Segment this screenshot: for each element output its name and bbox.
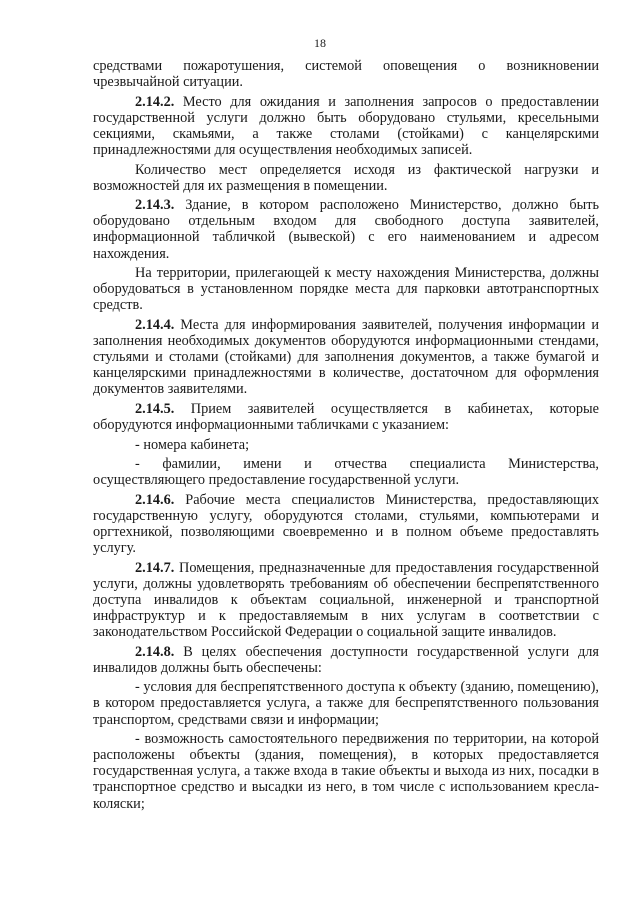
clause-number: 2.14.4. — [135, 316, 175, 333]
clause-number: 2.14.7. — [135, 559, 175, 576]
paragraph-parking — [93, 265, 599, 313]
list-item-specialist-name — [93, 456, 599, 488]
clause-number: 2.14.8. — [135, 643, 175, 660]
paragraph-2-14-6 — [93, 492, 599, 556]
clause-number: 2.14.3. — [135, 197, 175, 214]
paragraph-text: - условия для беспрепятственного доступа к объекту (зданию, помещению), в котором предоставляется услуга, а также для беспрепятственного пользования транспортом, средствами связи и информации; — [93, 679, 599, 728]
list-item-cabinet-number — [93, 437, 599, 453]
paragraph-text: Помещения, предназначенные для предоставления государственной услуги, должны удовлетворять требованиям об обеспечении беспрепятственного доступа инвалидов к объектам социальной, инженерной и транспортной инфраструктур и к предоставляемым в них услугам в соответствии с законодательством Российской Федерации о социальной защите инвалидов. — [93, 559, 599, 641]
paragraph-text: Здание, в котором расположено Министерство, должно быть оборудовано отдельным входом для свободного доступа заявителей, информационной табличкой (вывеской) с его наименованием и адресом нахождения. — [93, 197, 599, 262]
list-item-access-conditions — [93, 679, 599, 727]
paragraph-text: В целях обеспечения доступности государственной услуги для инвалидов должны быть обеспечены: — [93, 643, 599, 676]
paragraph-2-14-4 — [93, 317, 599, 397]
clause-number: 2.14.5. — [135, 400, 175, 417]
paragraph-text: Прием заявителей осуществляется в кабинетах, которые оборудуются информационными табличками с указанием: — [93, 400, 599, 433]
paragraph-2-14-5 — [93, 401, 599, 433]
paragraph-2-14-3 — [93, 197, 599, 261]
paragraph-text: - фамилии, имени и отчества специалиста Министерства, осуществляющего предоставление государственной услуги. — [93, 456, 599, 489]
paragraph-seats-count — [93, 162, 599, 194]
paragraph-text: - номера кабинета; — [135, 436, 250, 453]
paragraph-2-14-7 — [93, 560, 599, 640]
page-number: 18 — [314, 36, 326, 50]
paragraph-2-14-2 — [93, 94, 599, 158]
paragraph-2-14-8 — [93, 644, 599, 676]
paragraph-text: Место для ожидания и заполнения запросов о предоставлении государственной услуги должно быть оборудовано стульями, кресельными секциями, скамьями, а также столами (стойками) с канцелярскими принадлежностями для осуществления необходимых записей. — [93, 93, 599, 158]
paragraph-text: - возможность самостоятельного передвижения по территории, на которой расположены объекты (здания, помещения), в которых предоставляется государственная услуга, а также входа в такие объекты и выхода из них, посадки в транспортное средство и высадки из него, в том числе с использованием кресла-коляски; — [93, 731, 599, 812]
clause-number: 2.14.6. — [135, 491, 175, 508]
paragraph-text: Рабочие места специалистов Министерства, предоставляющих государственную услугу, оборудуются столами, стульями, компьютерами и оргтехникой, позволяющими своевременно и в полном объеме предоставлять услугу. — [93, 491, 599, 557]
clause-number: 2.14.2. — [135, 93, 175, 110]
paragraph-text: Количество мест определяется исходя из фактической нагрузки и возможностей для их размещения в помещении. — [93, 161, 599, 194]
paragraph-continuation — [93, 58, 599, 90]
paragraph-text: средствами пожаротушения, системой оповещения о возникновении чрезвычайной ситуации. — [93, 58, 599, 91]
list-item-independent-movement — [93, 731, 599, 811]
paragraph-text: Места для информирования заявителей, получения информации и заполнения необходимых документов оборудуются информационными стендами, стульями и столами (стойками) для заполнения документов, а также бумагой и канцелярскими принадлежностями в количестве, достаточном для оформления документов заявителями. — [93, 316, 599, 398]
document-body — [93, 58, 599, 815]
paragraph-text: На территории, прилегающей к месту нахождения Министерства, должны оборудоваться в установленном порядке места для парковки автотранспортных средств. — [93, 265, 599, 314]
